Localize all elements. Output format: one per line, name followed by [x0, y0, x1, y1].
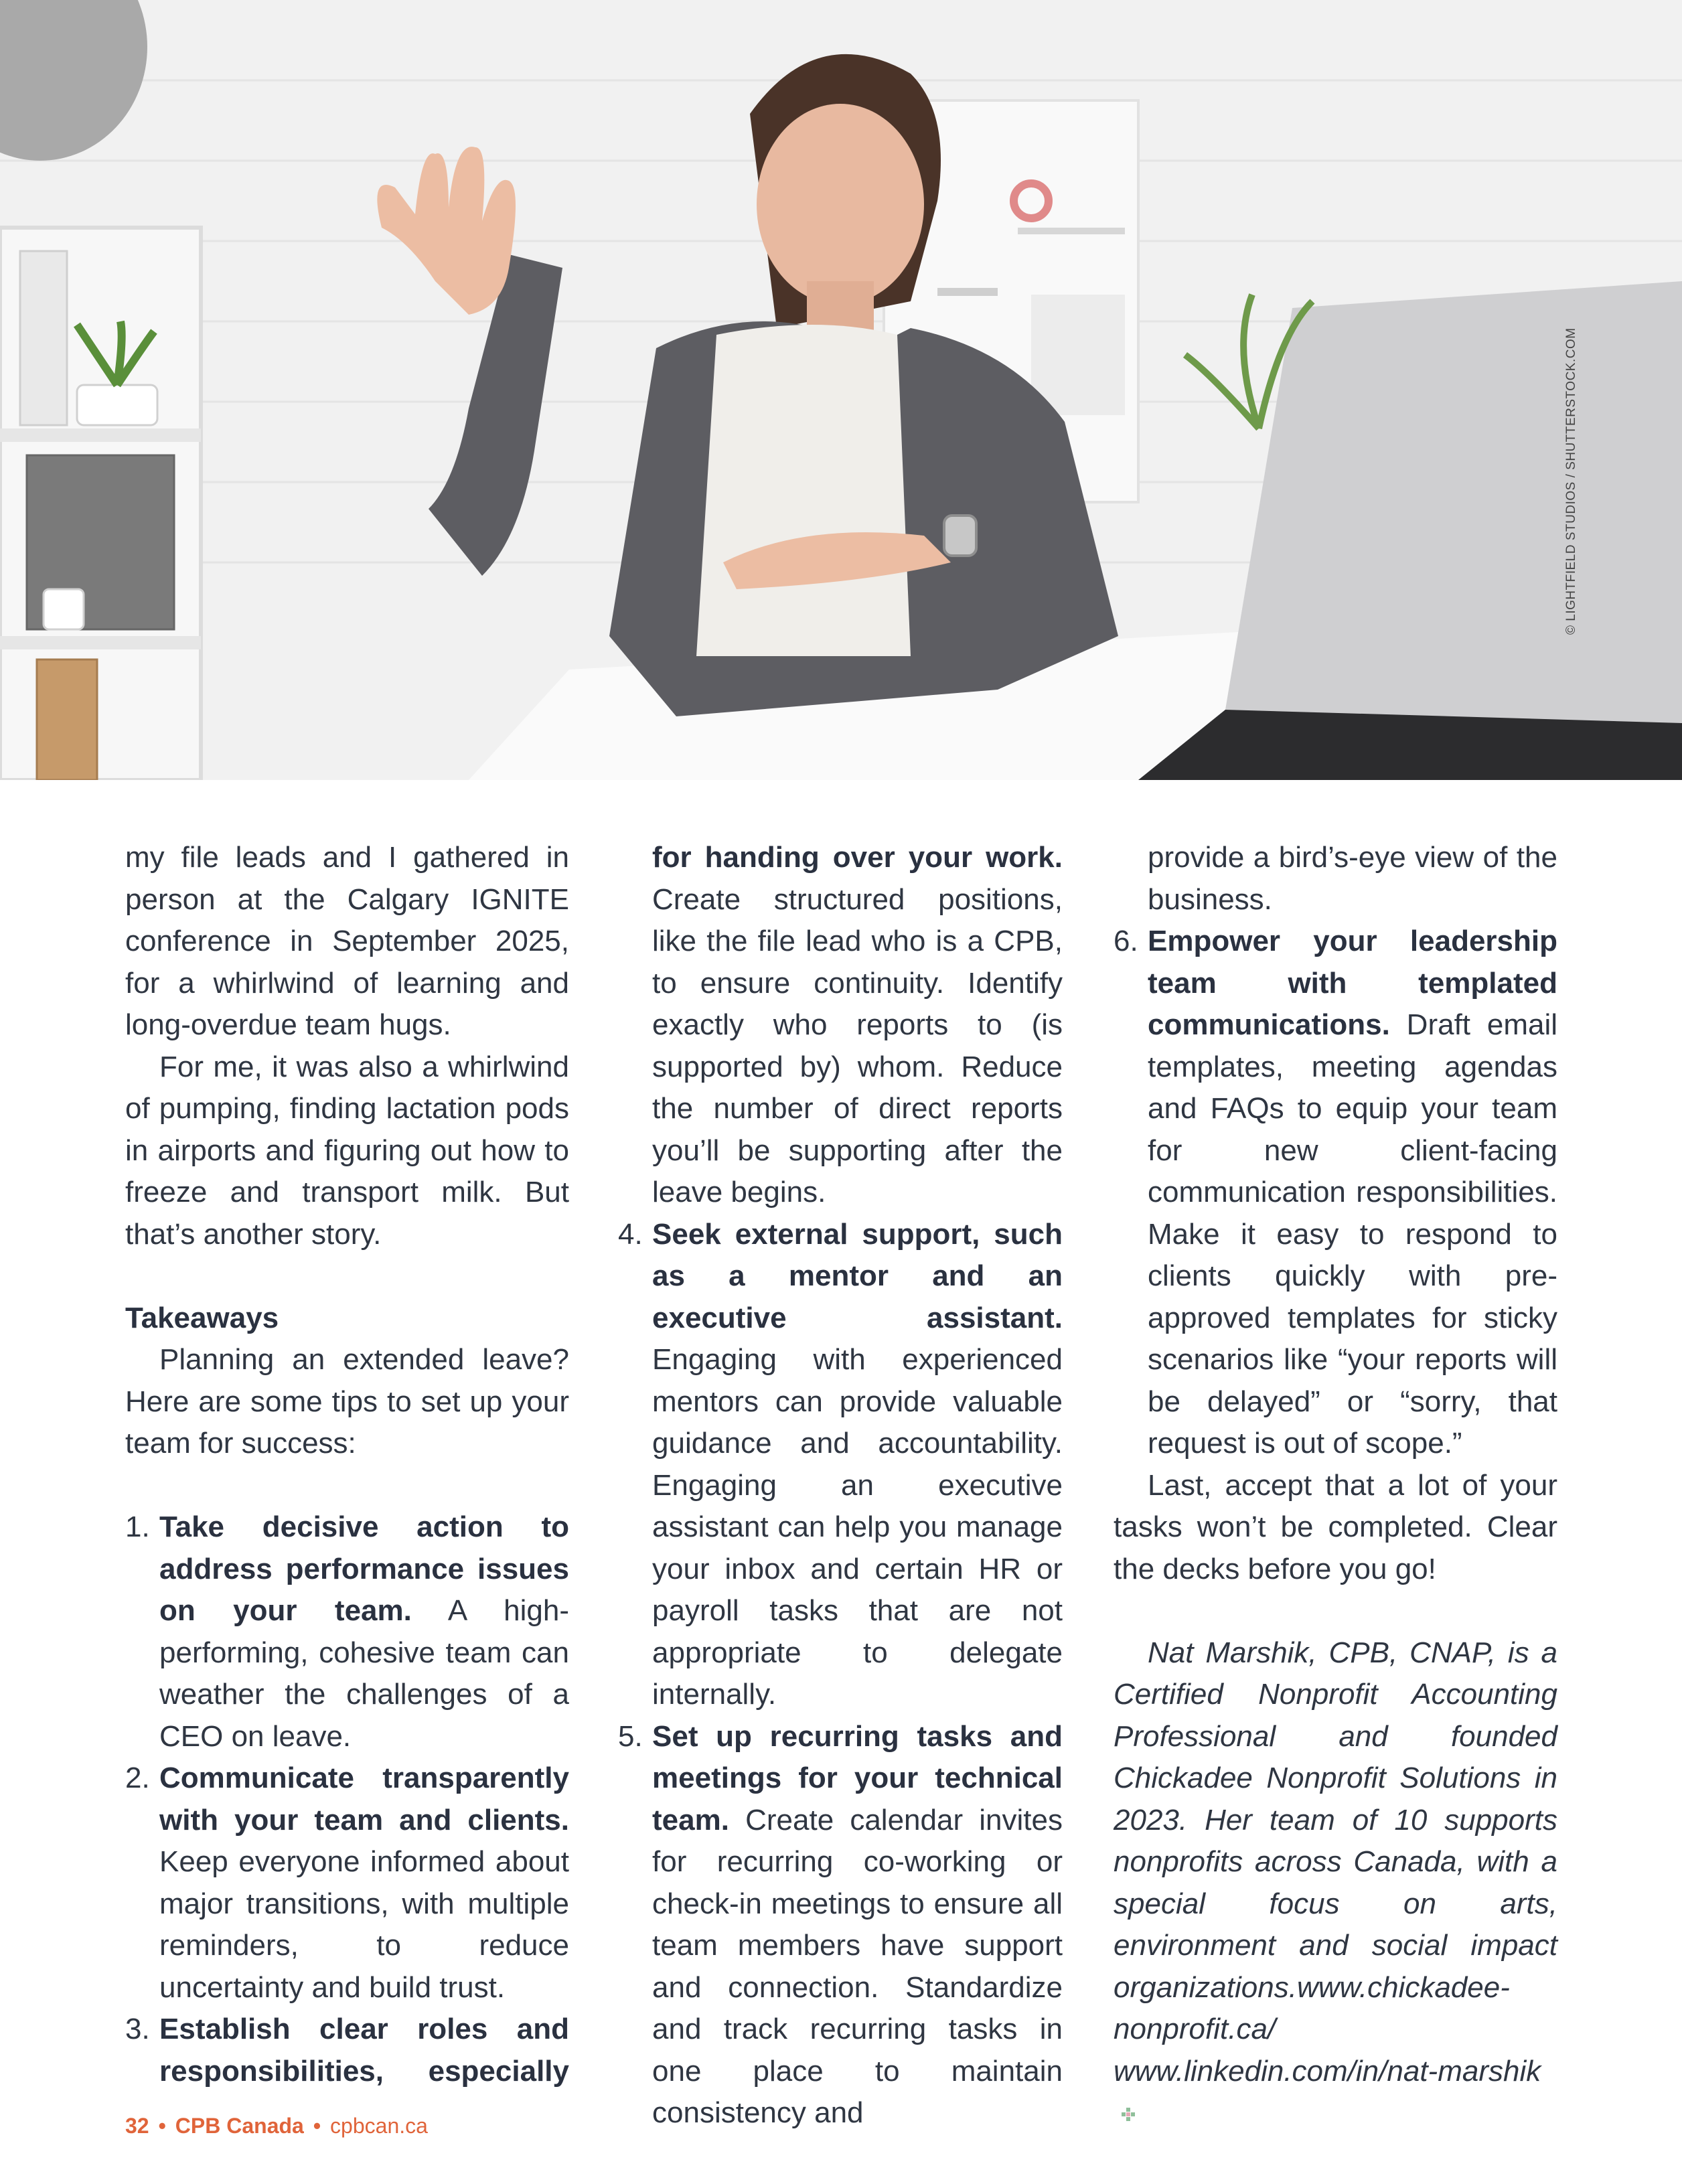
list-item	[618, 1214, 1063, 1716]
list-number: 5.	[618, 1719, 643, 1753]
hero-photo	[0, 0, 1682, 780]
list-item	[125, 1506, 569, 1758]
tip-title: Set up recurring tasks and meetings for your technical team.	[652, 1719, 1063, 1837]
tips-list	[1114, 921, 1557, 1465]
bookshelf	[0, 228, 201, 780]
tip-title: Take decisive action to address performance issues on your team.	[159, 1510, 569, 1627]
paragraph: For me, it was also a whirlwind of pumping, finding lactation pods in airports and figuring out how to freeze and transport milk. But that’s another story.	[125, 1050, 569, 1251]
page-footer	[125, 2112, 428, 2139]
list-item	[125, 1758, 569, 2009]
tip-title: Seek external support, such as a mentor and an executive assistant.	[652, 1217, 1063, 1334]
woman-top	[696, 325, 911, 656]
tip-text: Create structured positions, like the file lead who is a CPB, to ensure continuity. Identify exactly who reports to (is supported by) whom. Reduce the number of direct reports you’ll be supporting after the leave begins.	[652, 882, 1063, 1208]
list-item	[1114, 921, 1557, 1465]
tip-title: Establish clear roles and responsibilities, especially	[159, 2013, 569, 2088]
tip-text: Create calendar invites for recurring co-working or check-in meetings to ensure all team members have support and connection. Standardize and track recurring tasks in one place to maintain consistency and	[652, 1803, 1063, 2129]
list-item-continued: provide a bird’s-eye view of the business.	[1148, 841, 1557, 916]
woman-face	[757, 104, 924, 305]
tip-title: Communicate transparently with your team and clients.	[159, 1762, 569, 1837]
paragraph: Planning an extended leave? Here are some tips to set up your team for success:	[125, 1343, 569, 1460]
tips-list	[125, 1506, 569, 2092]
tip-text: Keep everyone informed about major transitions, with multiple reminders, to reduce uncertainty and build trust.	[159, 1845, 569, 2004]
page-number: 32	[125, 2114, 149, 2138]
tip-text: Engaging with experienced mentors can provide valuable guidance and accountability. Engaging an executive assistant can help you manage your inbox and certain HR or payroll tasks that are not appropriate to delegate internally.	[652, 1343, 1063, 1711]
article-column-1	[125, 837, 569, 2092]
paragraph: my file leads and I gathered in person at the Calgary IGNITE conference in September 2025, for a whirlwind of learning and long-overdue team hugs.	[125, 841, 569, 1041]
photo-illustration	[0, 0, 1682, 780]
footer-separator: •	[313, 2114, 321, 2138]
tip-text: A high-performing, cohesive team can weather the challenges of a CEO on leave.	[159, 1594, 569, 1753]
list-item-continued	[618, 837, 1063, 1214]
list-number: 1.	[125, 1510, 150, 1543]
list-number: 6.	[1114, 925, 1138, 957]
list-number: 3.	[125, 2013, 150, 2045]
magazine-name: CPB Canada	[175, 2114, 304, 2138]
website-link[interactable]: cpbcan.ca	[330, 2114, 428, 2138]
photo-credit: © LIGHTFIELD STUDIOS / SHUTTERSTOCK.COM	[1564, 327, 1578, 635]
author-bio-text: Nat Marshik, CPB, CNAP, is a Certified Nonprofit Accounting Professional and founded Chickadee Nonprofit Solutions in 2023. Her team of 10 supports nonprofits across Canada, with a special focus on arts, environment and social impact organizations.www.chickadee-nonprofit.ca/ www.linkedin.com/in/nat-marshik	[1114, 1636, 1557, 2088]
article-column-2	[618, 837, 1063, 2134]
list-item	[125, 2009, 569, 2092]
end-of-article-icon	[1120, 2106, 1136, 2122]
list-number: 2.	[125, 1762, 150, 1794]
tip-title: Empower your leadership team with templated communications.	[1148, 925, 1557, 1041]
list-item	[618, 1716, 1063, 2134]
tip-text: Draft email templates, meeting agendas and FAQs to equip your team for new client-facing communication responsibilities. Make it easy to respond to clients quickly with pre-approved templates for sticky scenarios like “your reports will be delayed” or “sorry, that request is out of scope.”	[1148, 1008, 1557, 1460]
closing-paragraph: Last, accept that a lot of your tasks won’t be completed. Clear the decks before you go!	[1114, 1468, 1557, 1585]
tip-title: for handing over your work.	[652, 841, 1063, 874]
list-number: 4.	[618, 1217, 643, 1251]
footer-separator: •	[158, 2114, 166, 2138]
section-heading: Takeaways	[125, 1301, 279, 1334]
article-column-3	[1114, 837, 1557, 2134]
tips-list	[618, 1214, 1063, 2134]
author-bio	[1114, 1632, 1557, 2134]
